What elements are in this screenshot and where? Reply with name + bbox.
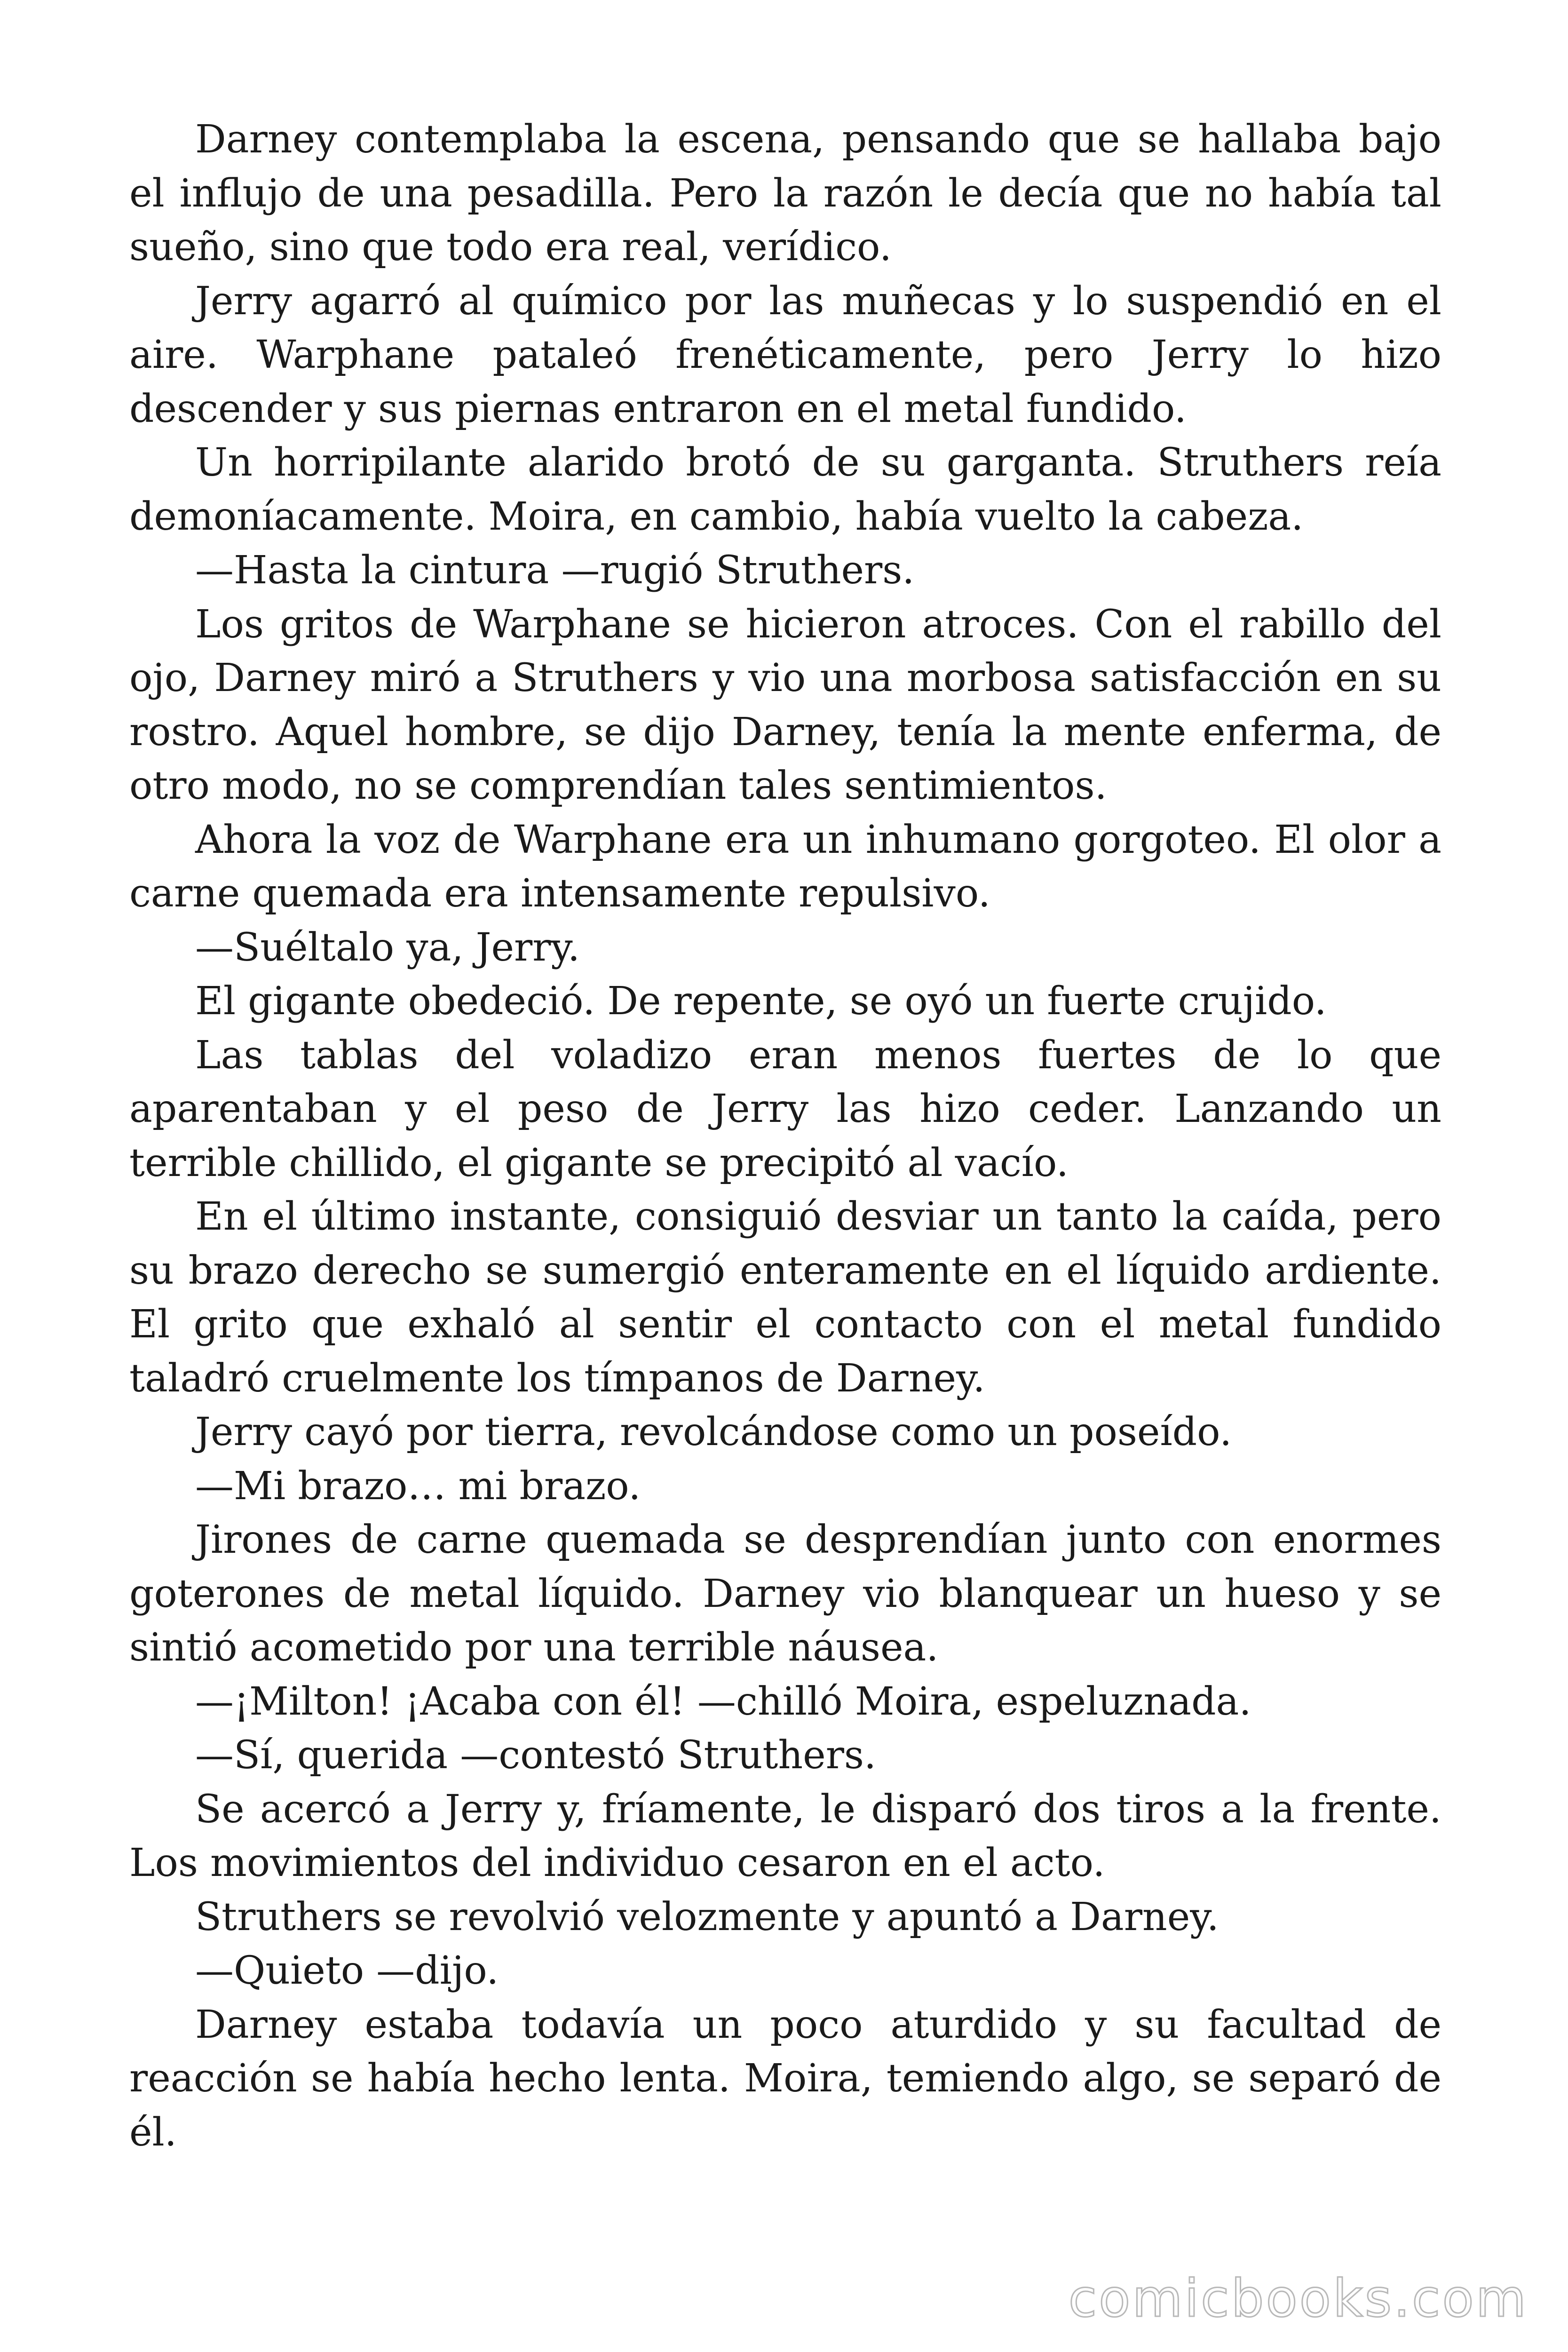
paragraph: Struthers se revolvió velozmente y apuntó a Darney. (195, 1894, 1219, 1939)
paragraph: Jirones de carne quemada se desprendían junto con enormes goterones de metal líquido. Darney vio blanquear un hueso y se sintió acometido por una terrible náusea. (129, 1518, 1441, 1670)
paragraph: —Suéltalo ya, Jerry. (195, 925, 580, 970)
paragraph: Un horripilante alarido brotó de su garganta. Struthers reía demoníacamente. Moira, en cambio, había vuelto la cabeza. (129, 440, 1441, 539)
paragraph: En el último instante, consiguió desviar un tanto la caída, pero su brazo derecho se sumergió enteramente en el líquido ardiente. El grito que exhaló al sentir el contacto con el metal fundido taladró cruelmente los tímpanos de Darney. (129, 1194, 1441, 1401)
paragraph: El gigante obedeció. De repente, se oyó un fuerte crujido. (195, 979, 1327, 1024)
paragraph: Jerry agarró al químico por las muñecas y lo suspendió en el aire. Warphane pataleó frenéticamente, pero Jerry lo hizo descender y sus piernas entraron en el metal fundido. (129, 278, 1441, 431)
paragraph: Ahora la voz de Warphane era un inhumano gorgoteo. El olor a carne quemada era intensamente repulsivo. (129, 817, 1441, 916)
paragraph: Los gritos de Warphane se hicieron atroces. Con el rabillo del ojo, Darney miró a Struthers y vio una morbosa satisfacción en su rostro. Aquel hombre, se dijo Darney, tenía la mente enferma, de otro modo, no se comprendían tales sentimientos. (129, 602, 1441, 808)
paragraph: —Sí, querida —contestó Struthers. (195, 1733, 877, 1778)
watermark: comicbooks.com (1068, 2268, 1528, 2328)
paragraph: —Hasta la cintura —rugió Struthers. (195, 548, 915, 593)
paragraph: —Mi brazo… mi brazo. (195, 1463, 641, 1509)
paragraph: Darney contemplaba la escena, pensando que se hallaba bajo el influjo de una pesadilla. Pero la razón le decía que no había tal sueño, sino que todo era real, verídico. (129, 117, 1441, 270)
paragraph: Darney estaba todavía un poco aturdido y su facultad de reacción se había hecho lenta. Moira, temiendo algo, se separó de él. (129, 2002, 1441, 2155)
paragraph: Se acercó a Jerry y, fríamente, le disparó dos tiros a la frente. Los movimientos del individuo cesaron en el acto. (129, 1787, 1441, 1885)
paragraph: Jerry cayó por tierra, revolcándose como un poseído. (195, 1410, 1232, 1454)
paragraph: Las tablas del voladizo eran menos fuertes de lo que aparentaban y el peso de Jerry las hizo ceder. Lanzando un terrible chillido, el gigante se precipitó al vacío. (129, 1033, 1441, 1185)
paragraph: —¡Milton! ¡Acaba con él! —chilló Moira, espeluznada. (195, 1679, 1251, 1724)
paragraph: —Quieto —dijo. (195, 1948, 499, 1993)
page-body (129, 113, 1441, 2160)
